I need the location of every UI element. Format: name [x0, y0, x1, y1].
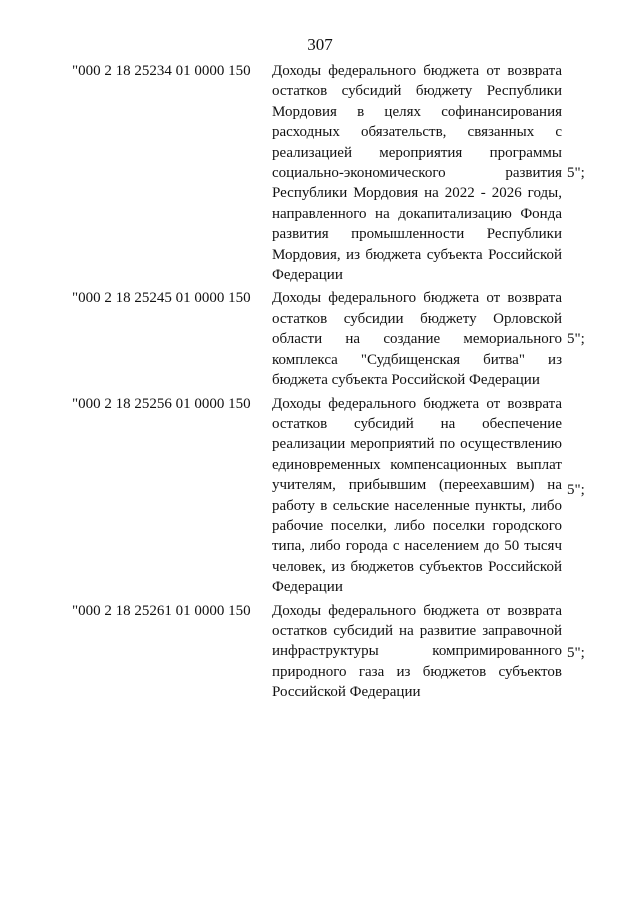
- budget-code: "000 2 18 25245 01 0000 150: [72, 290, 251, 307]
- budget-code: "000 2 18 25261 01 0000 150: [72, 602, 251, 619]
- table-row: [0, 288, 640, 390]
- description-line: бюджета субъекта Российской Федерации: [272, 372, 540, 389]
- description-line: Мордовия, из бюджета субъекта Российской: [272, 246, 562, 263]
- description-line: комплекса "Судбищенская битва" из: [272, 351, 562, 368]
- description-line: расходных обязательств, связанных с: [272, 124, 562, 141]
- budget-code: "000 2 18 25256 01 0000 150: [72, 395, 251, 412]
- description-line: Доходы федерального бюджета от возврата: [272, 63, 562, 79]
- description-line: человек, из бюджетов субъектов Российской: [272, 558, 562, 575]
- description-line: развития промышленности Республики: [272, 226, 562, 243]
- allocation-value: 5";: [567, 644, 585, 661]
- allocation-value: 5";: [567, 331, 585, 348]
- description-line: работу в сельские населенные пункты, либо: [272, 497, 562, 514]
- description-line: Республики Мордовия на 2022 - 2026 годы,: [272, 185, 562, 202]
- description-line: Доходы федерального бюджета от возврата: [272, 290, 562, 307]
- description-line: социально-экономического развития: [272, 165, 562, 182]
- description-line: Доходы федерального бюджета от возврата: [272, 395, 562, 412]
- description-line: единовременных компенсационных выплат: [272, 456, 562, 473]
- description-line: остатков субсидий бюджету Республики: [272, 83, 562, 100]
- table-row: [0, 601, 640, 703]
- description-line: направленного на докапитализацию Фонда: [272, 205, 562, 222]
- table-row: [0, 394, 640, 598]
- description-line: области на создание мемориального: [272, 331, 562, 348]
- table-row: [0, 61, 640, 285]
- budget-code-table: [0, 61, 640, 703]
- description-line: рабочие поселки, либо поселки городского: [272, 517, 562, 534]
- income-description: [272, 61, 562, 285]
- description-line: реализацией мероприятия программы: [272, 144, 562, 161]
- description-line: природного газа из бюджетов субъектов: [272, 663, 562, 680]
- income-description: [272, 394, 562, 598]
- description-line: Федерации: [272, 267, 343, 284]
- description-line: инфраструктуры компримированного: [272, 643, 562, 660]
- description-line: остатков субсидий на обеспечение: [272, 415, 562, 432]
- description-line: Российской Федерации: [272, 684, 421, 701]
- description-line: типа, либо города с населением до 50 тысяч: [272, 538, 562, 555]
- income-description: [272, 601, 562, 703]
- allocation-value: 5";: [567, 481, 585, 498]
- description-line: реализации мероприятий по осуществлению: [272, 436, 562, 453]
- description-line: остатков субсидии бюджету Орловской: [272, 310, 562, 327]
- allocation-value: 5";: [567, 165, 585, 181]
- description-line: Доходы федерального бюджета от возврата: [272, 602, 562, 619]
- page-number: 307: [307, 35, 333, 54]
- description-line: Федерации: [272, 579, 343, 596]
- description-line: Мордовия в целях софинансирования: [272, 103, 562, 120]
- description-line: остатков субсидий на развитие заправочной: [272, 622, 562, 639]
- description-line: учителям, прибывшим (переехавшим) на: [272, 477, 562, 494]
- budget-code: "000 2 18 25234 01 0000 150: [72, 63, 251, 79]
- income-description: [272, 288, 562, 390]
